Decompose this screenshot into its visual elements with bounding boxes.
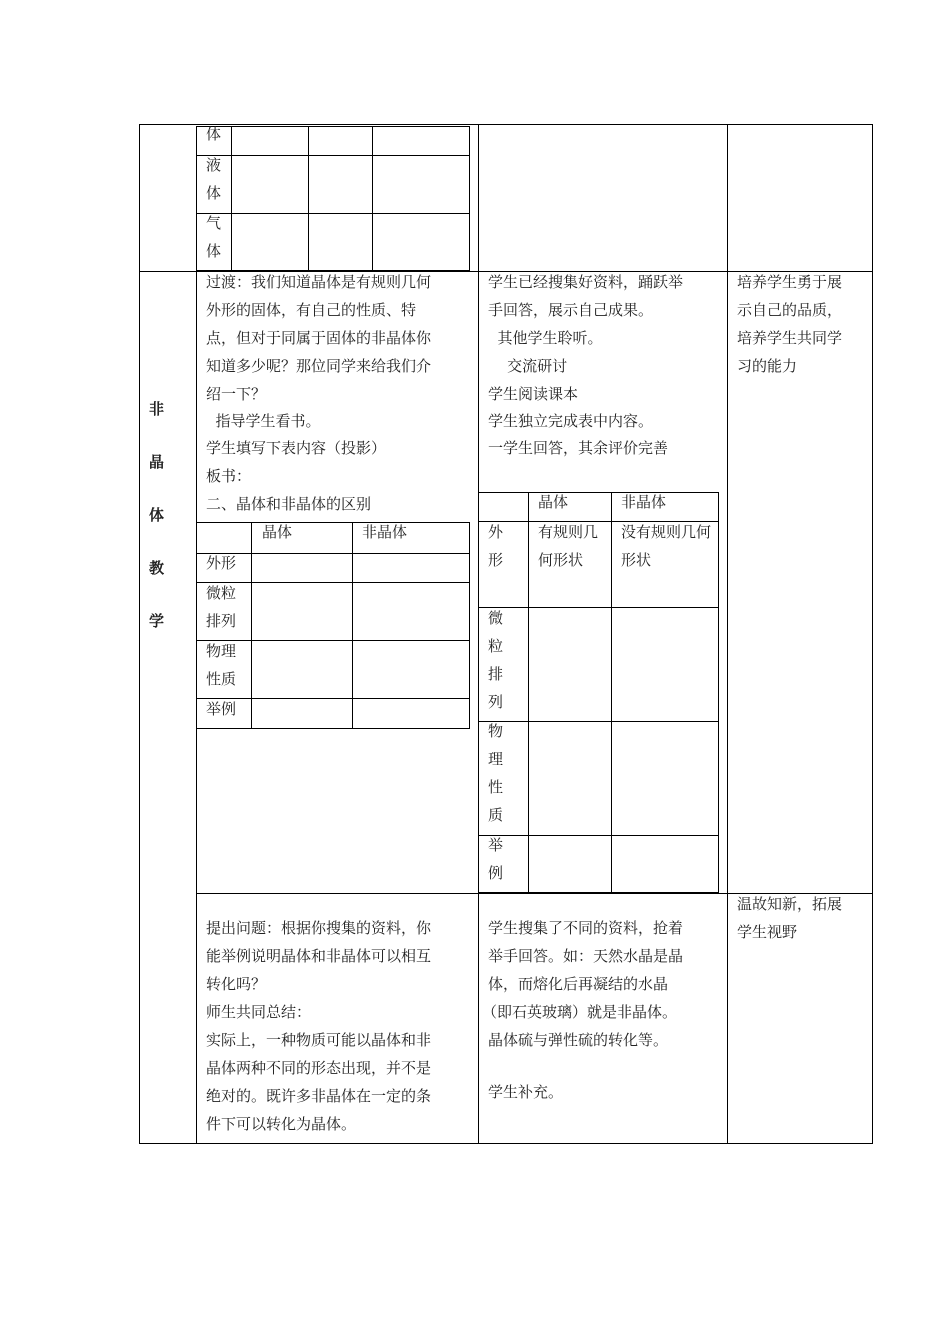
bottom-purpose-line: 温故知新，拓展: [737, 895, 843, 913]
left-row-label: 外形: [206, 554, 237, 572]
top-nested-line: [372, 126, 373, 271]
purpose-line: 培养学生勇于展: [737, 273, 843, 291]
bottom-student-line: （即石英玻璃）就是非晶体。: [482, 1003, 678, 1021]
left-table-line: [251, 522, 252, 729]
bottom-student-line: 学生搜集了不同的资料，抢着: [488, 919, 684, 937]
outer-col-divider-3: [727, 124, 728, 1144]
top-nested-line: [469, 126, 470, 271]
bottom-teacher-line: 能举例说明晶体和非晶体可以相互: [206, 947, 432, 965]
teacher-line: 外形的固体，有自己的性质、特: [206, 301, 417, 319]
teacher-line: 点，但对于同属于固体的非晶体你: [206, 329, 432, 347]
student-line: 一学生回答，其余评价完善: [488, 439, 669, 457]
right-table-line: [611, 492, 612, 893]
right-table-line: [479, 835, 719, 836]
bottom-student-line: 举手回答。如：天然水晶是晶: [488, 947, 684, 965]
purpose-line: 示自己的品质，: [737, 301, 843, 319]
left-table-line: [196, 522, 470, 523]
left-row-label: 微粒排列: [206, 584, 237, 630]
outer-col-divider-1: [196, 271, 197, 1144]
top-row-label: 液体: [206, 156, 222, 202]
left-row-label: 举例: [206, 700, 237, 718]
bottom-teacher-line: 实际上，一种物质可能以晶体和非: [206, 1031, 432, 1049]
teacher-line: 学生填写下表内容（投影）: [206, 439, 387, 457]
top-nested-line: [231, 126, 232, 271]
outer-right-line: [872, 124, 873, 1144]
purpose-line: 习的能力: [737, 357, 798, 375]
outer-col-divider-2: [478, 124, 479, 1144]
side-char: 体: [149, 506, 165, 524]
outer-bottom-line: [139, 1143, 873, 1144]
right-header-amorphous: 非晶体: [621, 493, 667, 511]
teacher-line: 板书：: [206, 467, 252, 485]
student-line: 其他学生聆听。: [488, 329, 603, 347]
side-char: 非: [149, 400, 165, 418]
purpose-line: 培养学生共同学: [737, 329, 843, 347]
bottom-teacher-line: 师生共同总结：: [206, 1003, 312, 1021]
right-row-label: 举例: [488, 836, 504, 882]
student-line: 学生阅读课本: [488, 385, 579, 403]
bottom-teacher-line: 晶体两种不同的形态出现，并不是: [206, 1059, 432, 1077]
teacher-line: 指导学生看书。: [206, 412, 321, 430]
right-cell-amorphous-shape: 没有规则几何形状: [621, 523, 712, 569]
right-table-line: [528, 492, 529, 893]
outer-left-line: [139, 124, 140, 1144]
bottom-teacher-line: 绝对的。既许多非晶体在一定的条: [206, 1087, 432, 1105]
bottom-teacher-line: 转化吗？: [206, 975, 267, 993]
right-table-line: [479, 721, 719, 722]
top-nested-line: [196, 213, 470, 214]
side-char: 学: [149, 612, 165, 630]
right-table-line: [479, 892, 719, 893]
left-table-line: [196, 698, 470, 699]
right-table-line: [479, 607, 719, 608]
left-table-line: [196, 553, 470, 554]
student-line: 学生独立完成表中内容。: [488, 412, 654, 430]
top-nested-line: [196, 126, 197, 271]
teacher-line: 知道多少呢？那位同学来给我们介: [206, 357, 432, 375]
right-table-line: [718, 492, 719, 893]
left-header-crystal: 晶体: [262, 523, 293, 541]
side-char: 晶: [149, 453, 165, 471]
top-row-label: 气体: [206, 214, 222, 260]
teacher-line: 过渡：我们知道晶体是有规则几何: [206, 273, 432, 291]
top-nested-line: [196, 155, 470, 156]
bottom-student-line: 体，而熔化后再凝结的水晶: [488, 975, 669, 993]
left-row-label: 物理性质: [206, 642, 237, 688]
top-nested-line: [308, 126, 309, 271]
top-nested-line: [196, 126, 470, 127]
top-row-label: 体: [206, 125, 222, 143]
bottom-teacher-line: 件下可以转化为晶体。: [206, 1115, 357, 1133]
left-table-line: [352, 522, 353, 729]
bottom-student-line: 晶体硫与弹性硫的转化等。: [488, 1031, 669, 1049]
bottom-purpose-line: 学生视野: [737, 923, 798, 941]
right-row-label: 微粒排列: [488, 609, 504, 711]
left-header-amorphous: 非晶体: [362, 523, 408, 541]
right-cell-crystal-shape: 有规则几何形状: [538, 523, 599, 569]
right-table-line: [479, 492, 719, 493]
left-table-line: [469, 522, 470, 729]
teacher-line: 二、晶体和非晶体的区别: [206, 495, 372, 513]
side-char: 教: [149, 559, 165, 577]
student-line: 学生已经搜集好资料，踊跃举: [488, 273, 684, 291]
student-line: 交流研讨: [488, 357, 568, 375]
bottom-teacher-line: 提出问题：根据你搜集的资料，你: [206, 919, 432, 937]
teacher-line: 绍一下？: [206, 385, 267, 403]
bottom-student-line: 学生补充。: [488, 1083, 564, 1101]
right-row-label: 外形: [488, 523, 504, 569]
right-header-crystal: 晶体: [538, 493, 569, 511]
outer-top-line: [139, 124, 873, 125]
right-row-label: 物理性质: [488, 722, 504, 824]
student-line: 手回答，展示自己成果。: [488, 301, 654, 319]
left-table-line: [196, 728, 470, 729]
